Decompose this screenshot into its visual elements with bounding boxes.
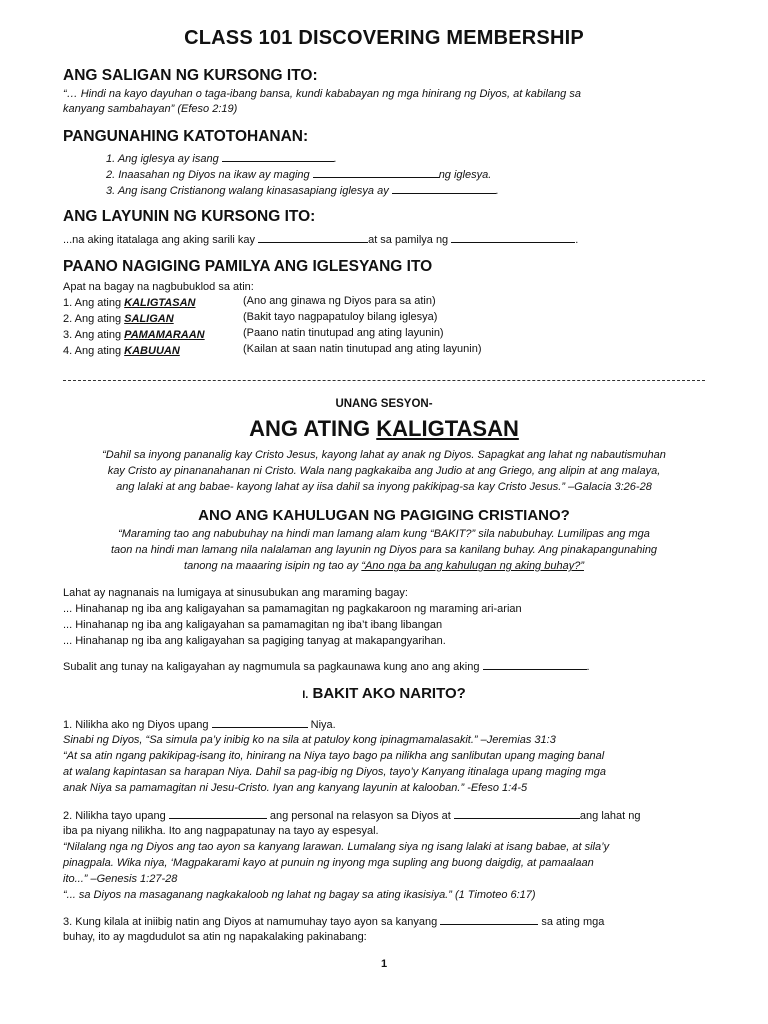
session-label: UNANG SESYON- xyxy=(335,398,433,410)
kahulugan-quote-line1: “Maraming tao ang nabubuhay na hindi man lamang alam kung “BAKIT?” sila nabubuhay. Lumilipas ang mga xyxy=(118,528,650,540)
pamilya-item-key: KABUUAN xyxy=(124,345,180,357)
katotohanan-heading: PANGUNAHING KATOTOHANAN: xyxy=(63,128,309,145)
pamilya-item-desc: (Ano ang ginawa ng Diyos para sa atin) xyxy=(243,295,436,307)
bakit-point-3-text: 3. Kung kilala at iniibig natin ang Diyos at namumuhay tayo ayon sa kanyang xyxy=(63,916,438,928)
genesis-quote-line1: “Nilalang nga ng Diyos ang tao ayon sa kanyang larawan. Lumalang siya ng isang lalaki at isang babae, at sila’y xyxy=(63,841,610,853)
pamilya-item-key: PAMAMARAAN xyxy=(124,329,205,341)
pamilya-item-3 xyxy=(63,327,444,343)
saligan-heading: ANG SALIGAN NG KURSONG ITO: xyxy=(63,67,318,84)
layunin-text-end: . xyxy=(575,234,579,246)
pamilya-item-prefix: 1. Ang ating xyxy=(63,297,122,309)
kahulugan-quote-line3-text: tanong na maaaring isipin ng tao ay xyxy=(184,560,362,572)
pamilya-item-desc: (Kailan at saan natin tinutupad ang ating layunin) xyxy=(243,343,482,355)
pamilya-item-key: KALIGTASAN xyxy=(124,297,196,309)
bakit-point-1-text: 1. Nilikha ako ng Diyos upang xyxy=(63,719,209,731)
saligan-quote-line1: “… Hindi na kayo dayuhan o taga-ibang bansa, kundi kababayan ng mga hinirang ng Diyos, at kabilang sa xyxy=(63,88,581,100)
bakit-point-2-line2: iba pa niyang nilikha. Ito ang nagpapatunay na tayo ay espesyal. xyxy=(63,825,379,837)
fill-in-blank xyxy=(451,231,575,243)
bakit-point-3 xyxy=(63,913,604,930)
bakit-heading-text: BAKIT AKO NARITO? xyxy=(312,685,466,702)
katotohanan-item-3-text: 3. Ang isang Cristianong walang kinasasapiang iglesya ay xyxy=(106,185,389,197)
session-title-prefix: ANG ATING xyxy=(249,416,371,441)
layunin-text-mid: at sa pamilya ng xyxy=(368,234,449,246)
efeso-quote-line3: anak Niya sa pamamagitan ni Jesu-Cristo. Iyan ang kanyang layunin at kalooban.” -Efeso 1:4-5 xyxy=(63,782,528,794)
pamilya-item-desc: (Bakit tayo nagpapatuloy bilang iglesya) xyxy=(243,311,438,323)
jeremias-quote: Sinabi ng Diyos, “Sa simula pa’y inibig ko na sila at patuloy kong ipinagmamalasakit.” –Jeremias 31:3 xyxy=(63,734,556,746)
bakit-point-1-end: Niya. xyxy=(310,719,336,731)
kahulugan-heading: ANO ANG KAHULUGAN NG PAGIGING CRISTIANO? xyxy=(198,507,570,524)
efeso-quote-line1: “At sa atin ngang pakikipag-isang ito, hinirang na Niya tayo bago pa nilikha ang sanlibutan upang maging banal xyxy=(63,750,605,762)
document-title: CLASS 101 DISCOVERING MEMBERSHIP xyxy=(184,27,584,49)
fill-in-blank xyxy=(440,913,538,925)
pamilya-item-prefix: 4. Ang ating xyxy=(63,345,122,357)
katotohanan-item-2 xyxy=(106,166,491,183)
katotohanan-item-1-text: 1. Ang iglesya ay isang xyxy=(106,153,219,165)
pamilya-item-key: SALIGAN xyxy=(124,313,174,325)
pamilya-item-desc: (Paano natin tinutupad ang ating layunin) xyxy=(243,327,444,339)
kahulugan-key-question: “Ano nga ba ang kahulugan ng aking buhay?” xyxy=(361,560,584,572)
kaligayahan-item-1: ... Hinahanap ng iba ang kaligayahan sa pamamagitan ng pagkakaroon ng maraming ari-arian xyxy=(63,603,522,615)
bakit-point-2-text: 2. Nilikha tayo upang xyxy=(63,810,166,822)
fill-in-blank xyxy=(454,807,580,819)
pamilya-intro: Apat na bagay na nagbubuklod sa atin: xyxy=(63,281,254,293)
fill-in-blank xyxy=(392,182,496,194)
page-number: 1 xyxy=(380,958,388,970)
kahulugan-quote-line2: taon na hindi man lamang nila nalalaman ang layunin ng Diyos para sa kanilang buhay. Ang pinakapangunahing xyxy=(110,544,658,556)
pamilya-heading: PAANO NAGIGING PAMILYA ANG IGLESYANG ITO xyxy=(63,258,433,275)
bakit-heading xyxy=(60,685,708,702)
galacia-quote-line3: ang lalaki at ang babae- kayong lahat ay iisa dahil sa inyong pakikipag-sa kay Cristo Jesus.” –Galacia 3:26-28 xyxy=(116,481,652,493)
bakit-heading-number: I. xyxy=(302,689,309,701)
layunin-line xyxy=(63,231,578,248)
bakit-point-3-line2: buhay, ito ay magdudulot sa atin ng napakalaking pakinabang: xyxy=(63,931,367,943)
subalit-line xyxy=(63,658,590,675)
bakit-point-2-mid: ang personal na relasyon sa Diyos at xyxy=(269,810,451,822)
session-title xyxy=(60,416,708,442)
subalit-text: Subalit ang tunay na kaligayahan ay nagmumula sa pagkaunawa kung ano ang aking xyxy=(63,661,480,673)
galacia-quote-line2: kay Cristo ay pinananahanan ni Cristo. Wala nang pagkakaiba ang Judio at ang Griego, ang alipin at ang malaya, xyxy=(107,465,661,477)
fill-in-blank xyxy=(212,716,308,728)
layunin-text-start: ...na aking itatalaga ang aking sarili kay xyxy=(63,234,256,246)
pamilya-item-1 xyxy=(63,295,436,311)
efeso-quote-line2: at walang kapintasan sa harapan Niya. Dahil sa pag-ibig ng Diyos, tayo’y Kanyang itinalaga upang maging mga xyxy=(63,766,607,778)
bakit-point-1 xyxy=(63,716,336,733)
katotohanan-item-2-text: 2. Inaasahan ng Diyos na ikaw ay maging xyxy=(106,169,310,181)
section-divider xyxy=(63,380,705,381)
katotohanan-item-3-end: . xyxy=(495,185,499,197)
kaligayahan-item-2: ... Hinahanap ng iba ang kaligayahan sa pamamagitan ng iba’t ibang libangan xyxy=(63,619,443,631)
fill-in-blank xyxy=(483,658,587,670)
session-title-key: KALIGTASAN xyxy=(376,416,519,441)
kahulugan-quote-line3 xyxy=(60,558,708,574)
pamilya-item-prefix: 2. Ang ating xyxy=(63,313,122,325)
pamilya-item-4 xyxy=(63,343,482,359)
saligan-quote-line2: kanyang sambahayan” (Efeso 2:19) xyxy=(63,103,238,115)
subalit-end: . xyxy=(586,661,590,673)
timoteo-quote: “... sa Diyos na masaganang nagkakaloob ng lahat ng bagay sa ating ikasisiya.” (1 Timoteo 6:17) xyxy=(63,889,536,901)
pamilya-item-prefix: 3. Ang ating xyxy=(63,329,122,341)
bakit-point-2 xyxy=(63,807,640,824)
kaligayahan-intro: Lahat ay nagnanais na lumigaya at sinusubukan ang maraming bagay: xyxy=(63,587,408,599)
fill-in-blank xyxy=(222,150,334,162)
galacia-quote-line1: “Dahil sa inyong pananalig kay Cristo Jesus, kayong lahat ay anak ng Diyos. Sapagkat ang lahat ng nabautismuhan xyxy=(102,449,666,461)
genesis-quote-line3: ito...” –Genesis 1:27-28 xyxy=(63,873,178,885)
pamilya-item-2 xyxy=(63,311,438,327)
genesis-quote-line2: pinagpala. Wika niya, ‘Magpakarami kayo at punuin ng inyong mga supling ang buong daigdig, at pamaalaan xyxy=(63,857,594,869)
fill-in-blank xyxy=(258,231,368,243)
bakit-point-3-end: sa ating mga xyxy=(541,916,605,928)
kaligayahan-item-3: ... Hinahanap ng iba ang kaligayahan sa pagiging tanyag at makapangyarihan. xyxy=(63,635,446,647)
katotohanan-item-3 xyxy=(106,182,499,199)
katotohanan-item-1-end: . xyxy=(333,153,337,165)
fill-in-blank xyxy=(313,166,439,178)
layunin-heading: ANG LAYUNIN NG KURSONG ITO: xyxy=(63,208,316,225)
bakit-point-2-end: ang lahat ng xyxy=(579,810,641,822)
katotohanan-item-1 xyxy=(106,150,337,167)
katotohanan-item-2-end: ng iglesya. xyxy=(438,169,492,181)
fill-in-blank xyxy=(169,807,267,819)
